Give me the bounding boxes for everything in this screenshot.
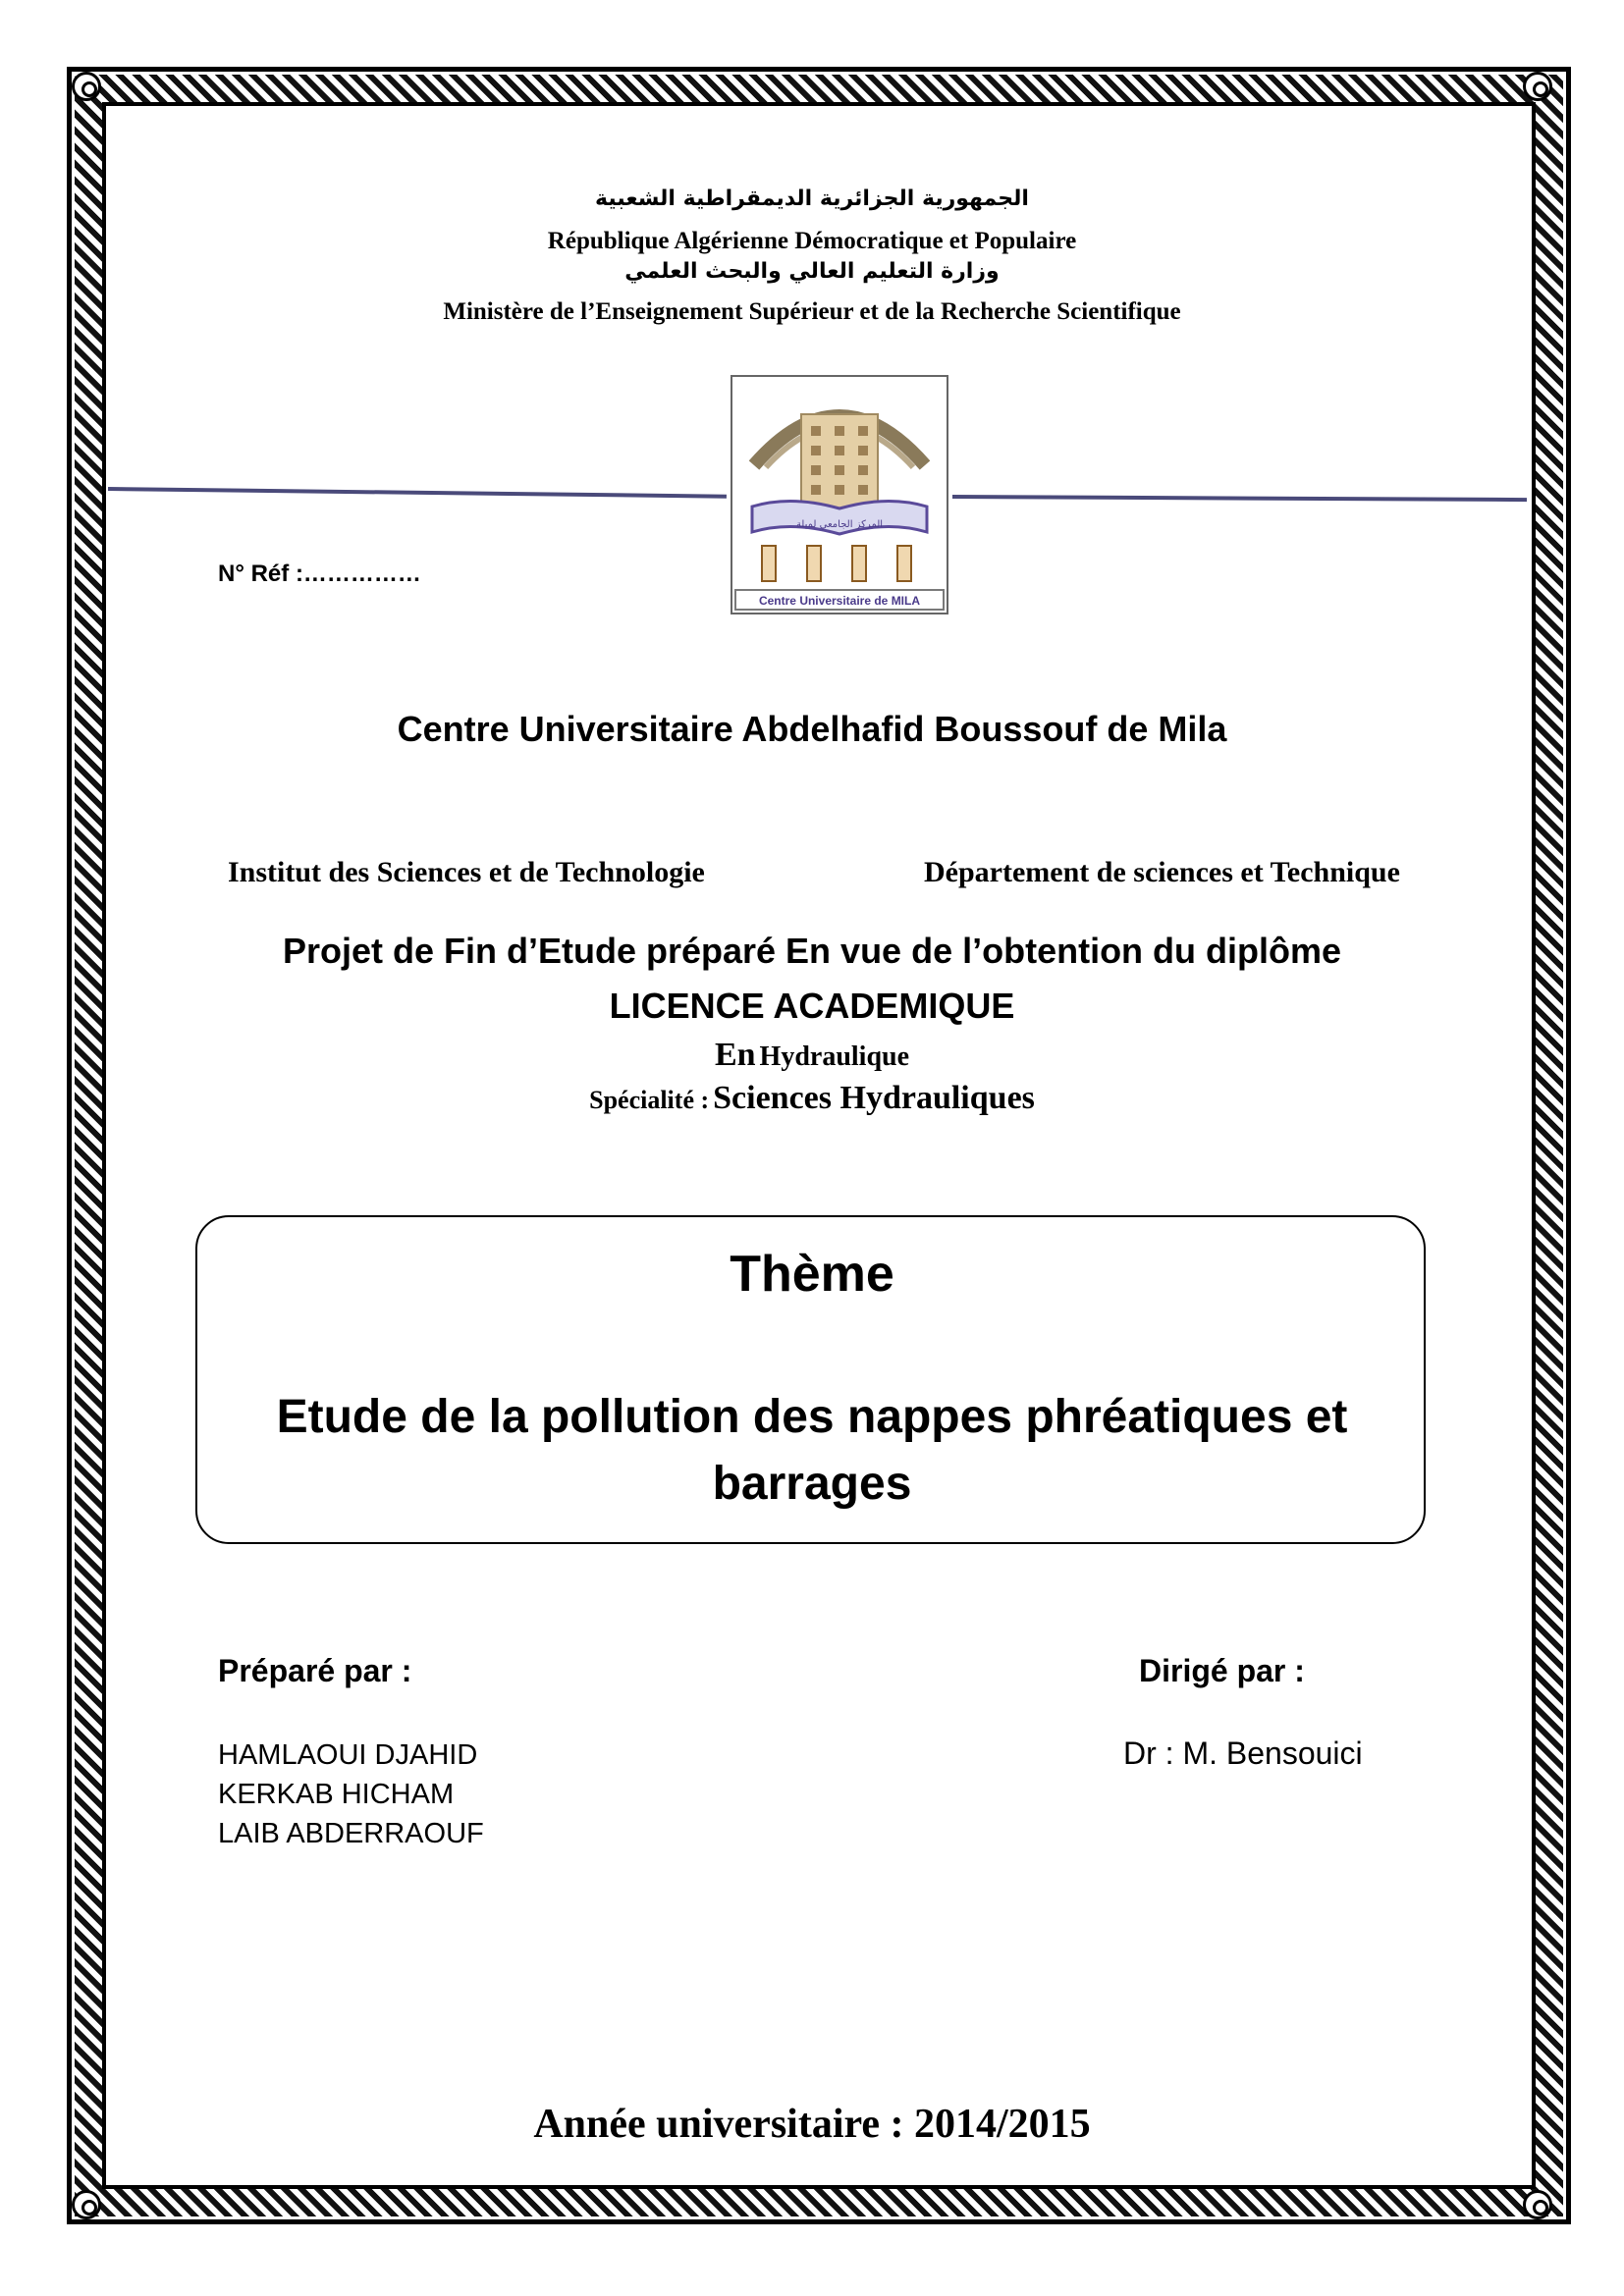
reference-number: N° Réf :…………… xyxy=(218,561,421,587)
theme-title-line1: Etude de la pollution des nappes phréatiques et xyxy=(276,1391,1348,1443)
corner-ornament-icon xyxy=(1523,72,1552,101)
republic-heading: République Algérienne Démocratique et Populaire xyxy=(547,228,1077,254)
university-name: Centre Universitaire Abdelhafid Boussouf de Mila xyxy=(397,709,1227,749)
field-line xyxy=(0,1037,1624,1074)
corner-ornament-icon xyxy=(72,2190,101,2219)
corner-ornament-icon xyxy=(1523,2190,1552,2219)
speciality-name: Sciences Hydrauliques xyxy=(713,1080,1035,1116)
ministry-heading: Ministère de l’Enseignement Supérieur et de la Recherche Scientifique xyxy=(443,298,1181,325)
theme-title-line2: barrages xyxy=(712,1458,912,1510)
project-description: Projet de Fin d’Etude préparé En vue de l’obtention du diplôme xyxy=(282,931,1342,971)
prepared-by-label: Préparé par : xyxy=(218,1653,412,1688)
en-word: En xyxy=(714,1037,756,1073)
theme-label: Thème xyxy=(730,1246,894,1303)
corner-ornament-icon xyxy=(72,72,101,101)
author-name: KERKAB HICHAM xyxy=(218,1779,455,1810)
diploma-name: LICENCE ACADEMIQUE xyxy=(609,986,1015,1026)
supervised-by-label: Dirigé par : xyxy=(1139,1653,1305,1688)
department-name: Département de sciences et Technique xyxy=(924,856,1400,888)
speciality-line xyxy=(0,1080,1624,1117)
supervisor-name: Dr : M. Bensouici xyxy=(1123,1735,1363,1771)
field-name: Hydraulique xyxy=(759,1041,910,1072)
logo-caption: Centre Universitaire de MILA xyxy=(758,594,921,608)
author-name: LAIB ABDERRAOUF xyxy=(218,1818,484,1849)
institute-name: Institut des Sciences et de Technologie xyxy=(228,856,705,888)
author-name: HAMLAOUI DJAHID xyxy=(218,1739,478,1771)
academic-year: Année universitaire : 2014/2015 xyxy=(533,2102,1091,2147)
university-building-icon xyxy=(732,377,947,613)
speciality-label: Spécialité : xyxy=(589,1086,710,1114)
logo-arabic-text: المركز الجامعي لميلة xyxy=(795,519,884,530)
arabic-republic-heading: الجمهورية الجزائرية الديمقراطية الشعبية xyxy=(595,187,1029,211)
university-logo xyxy=(731,375,948,614)
arabic-ministry-heading: وزارة التعليم العالي والبحث العلمي xyxy=(624,259,1000,284)
